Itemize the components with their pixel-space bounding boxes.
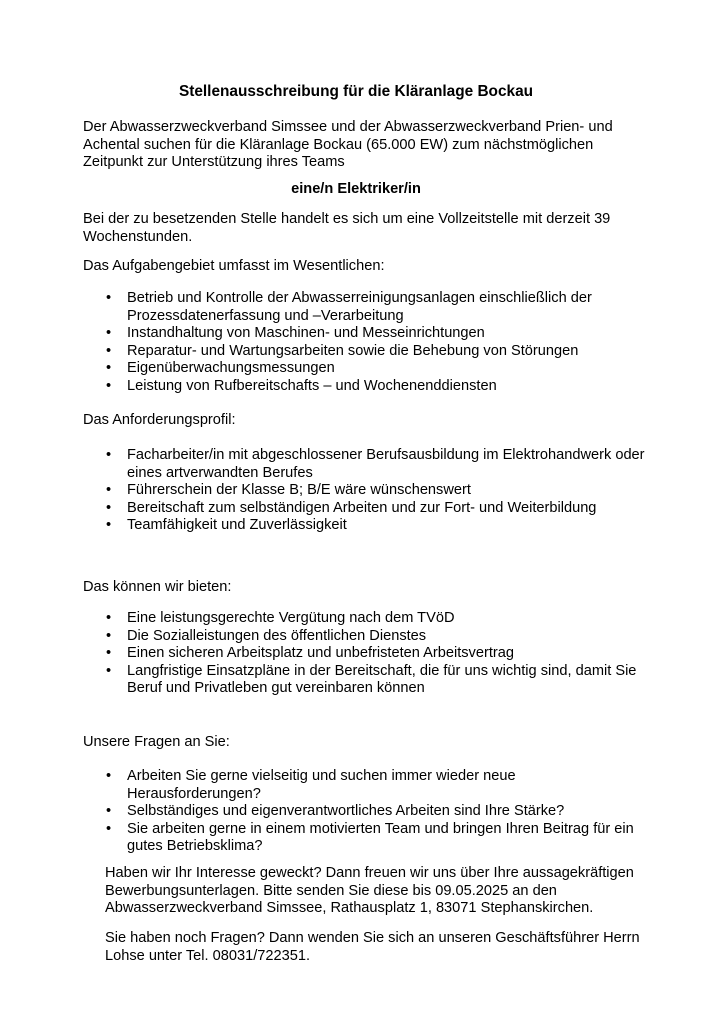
list-item-text: Langfristige Einsatzpläne in der Bereitschaft, die für uns wichtig sind, damit Sie Beruf und Privatleben gut vereinbaren können	[127, 662, 637, 697]
list-item-text: Einen sicheren Arbeitsplatz und unbefristeten Arbeitsvertrag	[127, 645, 514, 662]
bullet-icon: •	[106, 820, 112, 837]
bullet-icon: •	[106, 645, 112, 662]
list-item-text: Teamfähigkeit und Zuverlässigkeit	[127, 517, 347, 534]
bullet-icon: •	[106, 803, 112, 820]
tasks-list	[0, 290, 712, 396]
bullet-icon: •	[106, 482, 112, 499]
bullet-icon: •	[106, 342, 112, 359]
list-item-text: Selbständiges und eigenverantwortliches Arbeiten sind Ihre Stärke?	[127, 803, 565, 820]
list-item	[0, 290, 712, 325]
questions-list	[0, 768, 712, 856]
bullet-icon: •	[106, 768, 112, 784]
list-item	[0, 610, 712, 628]
list-item-text: Sie arbeiten gerne in einem motivierten Team und bringen Ihren Beitrag für ein gutes Betriebsklima?	[127, 820, 634, 855]
offer-heading: Das können wir bieten:	[83, 579, 232, 595]
bullet-icon: •	[106, 447, 112, 463]
list-item-text: Reparatur- und Wartungsarbeiten sowie die Behebung von Störungen	[127, 342, 579, 359]
list-item	[0, 803, 712, 821]
bullet-icon: •	[106, 610, 112, 626]
list-item-text: Bereitschaft zum selbständigen Arbeiten und zur Fort- und Weiterbildung	[127, 499, 597, 516]
list-item	[0, 360, 712, 378]
list-item-text: Führerschein der Klasse B; B/E wäre wünschenswert	[127, 482, 471, 499]
application-paragraph: Haben wir Ihr Interesse geweckt? Dann freuen wir uns über Ihre aussagekräftigen Bewerbungsunterlagen. Bitte senden Sie diese bis 09.05.2025 an den Abwasserzweckverband Simssee, Rathausplatz 1, 83071 Stephanskirchen.	[105, 865, 634, 917]
bullet-icon: •	[106, 499, 112, 516]
questions-heading: Unsere Fragen an Sie:	[83, 734, 230, 750]
list-item	[0, 821, 712, 856]
list-item	[0, 447, 712, 482]
list-item	[0, 482, 712, 500]
bullet-icon: •	[106, 377, 112, 394]
list-item	[0, 343, 712, 361]
list-item-text: Facharbeiter/in mit abgeschlossener Berufsausbildung im Elektrohandwerk oder eines artverwandten Berufes	[127, 447, 645, 481]
contact-paragraph: Sie haben noch Fragen? Dann wenden Sie sich an unseren Geschäftsführer Herrn Lohse unter Tel. 08031/722351.	[105, 930, 640, 964]
list-item-text: Die Sozialleistungen des öffentlichen Dienstes	[127, 627, 427, 644]
bullet-icon: •	[106, 290, 112, 306]
bullet-icon: •	[106, 325, 112, 342]
list-item-text: Leistung von Rufbereitschafts – und Wochenenddiensten	[127, 377, 497, 394]
profile-heading: Das Anforderungsprofil:	[83, 412, 236, 428]
document-title: Stellenausschreibung für die Kläranlage Bockau	[178, 83, 534, 100]
list-item	[0, 500, 712, 518]
list-item-text: Betrieb und Kontrolle der Abwasserreinigungsanlagen einschließlich der Prozessdatenerfassung und –Verarbeitung	[127, 290, 592, 324]
bullet-icon: •	[106, 360, 112, 377]
list-item	[0, 645, 712, 663]
position-heading: eine/n Elektriker/in	[291, 181, 421, 197]
bullet-icon: •	[106, 627, 112, 644]
list-item	[0, 628, 712, 646]
tasks-heading: Das Aufgabengebiet umfasst im Wesentlichen:	[83, 258, 385, 274]
list-item-text: Eigenüberwachungsmessungen	[127, 360, 335, 377]
fulltime-paragraph: Bei der zu besetzenden Stelle handelt es sich um eine Vollzeitstelle mit derzeit 39 Wochenstunden.	[83, 211, 611, 245]
list-item	[0, 517, 712, 535]
bullet-icon: •	[106, 517, 112, 534]
profile-list	[0, 447, 712, 535]
bullet-icon: •	[106, 662, 112, 679]
intro-paragraph: Der Abwasserzweckverband Simssee und der Abwasserzweckverband Prien- und Achental suchen für die Kläranlage Bockau (65.000 EW) zum nächstmöglichen Zeitpunkt zur Unterstützung ihres Teams	[83, 119, 613, 171]
list-item	[0, 378, 712, 396]
list-item	[0, 768, 712, 803]
list-item-text: Arbeiten Sie gerne vielseitig und suchen immer wieder neue Herausforderungen?	[127, 768, 516, 802]
list-item-text: Instandhaltung von Maschinen- und Messeinrichtungen	[127, 325, 485, 342]
list-item	[0, 663, 712, 698]
list-item	[0, 325, 712, 343]
list-item-text: Eine leistungsgerechte Vergütung nach dem TVöD	[127, 610, 455, 626]
offer-list	[0, 610, 712, 698]
